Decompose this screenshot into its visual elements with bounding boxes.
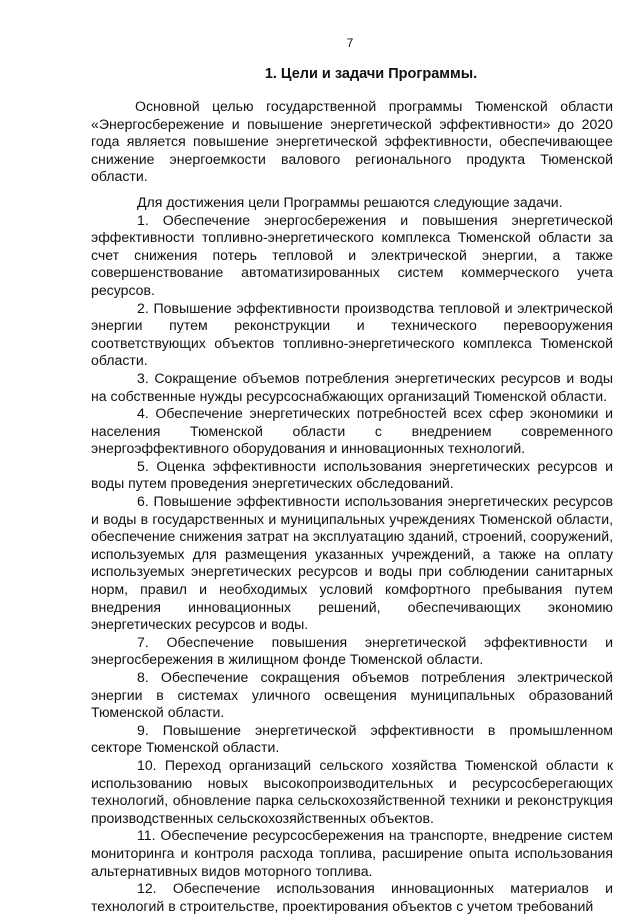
- document-body: [91, 98, 613, 915]
- page-number: 7: [346, 36, 354, 50]
- paragraph-task-6: 6. Повышение эффективности использования энергетических ресурсов и воды в государственных и муниципальных учреждениях Тюменской области, обеспечение снижения затрат на эксплуатацию зданий, строений, сооружений, используемых для размещения указанных учреждений, а также на оплату используемых энергетических ресурсов и воды при соблюдении санитарных норм, правил и необходимых условий комфортного пребывания путем внедрения инновационных решений, обеспечивающих экономию энергетических ресурсов и воды.: [91, 493, 613, 633]
- paragraph-task-12: 12. Обеспечение использования инновационных материалов и технологий в строительстве, проектирования объектов с учетом требований: [91, 880, 613, 914]
- paragraph-tasks-intro: Для достижения цели Программы решаются следующие задачи.: [137, 193, 563, 210]
- paragraph-task-2: 2. Повышение эффективности производства тепловой и электрической энергии путем реконструкции и технического перевооружения соответствующих объектов топливно-энергетического комплекса Тюменской области.: [91, 299, 613, 369]
- paragraph-task-3: 3. Сокращение объемов потребления энергетических ресурсов и воды на собственные нужды ресурсоснабжающих организаций Тюменской области.: [91, 369, 613, 404]
- paragraph-task-4: 4. Обеспечение энергетических потребностей всех сфер экономики и населения Тюменской области с внедрением современного энергоэффективного оборудования и инновационных технологий.: [91, 405, 613, 457]
- paragraph-task-11: 11. Обеспечение ресурсосбережения на транспорте, внедрение систем мониторинга и контроля расхода топлива, расширение опыта использования альтернативных видов моторного топлива.: [91, 827, 613, 879]
- paragraph-task-5: 5. Оценка эффективности использования энергетических ресурсов и воды путем проведения энергетических обследований.: [91, 457, 613, 492]
- section-heading: 1. Цели и задачи Программы.: [264, 66, 478, 82]
- paragraph-task-8: 8. Обеспечение сокращения объемов потребления электрической энергии в системах уличного освещения муниципальных образований Тюменской области.: [91, 669, 613, 721]
- paragraph-task-7: 7. Обеспечение повышения энергетической эффективности и энергосбережения в жилищном фонде Тюменской области.: [91, 633, 613, 668]
- paragraph-main-goal: Основной целью государственной программы Тюменской области «Энергосбережение и повышение энергетической эффективности» до 2020 года является повышение энергетической эффективности, обеспечивающее снижение энергоемкости валового регионального продукта Тюменской области.: [91, 98, 613, 185]
- paragraph-task-9: 9. Повышение энергетической эффективности в промышленном секторе Тюменской области.: [91, 721, 613, 756]
- paragraph-task-1: 1. Обеспечение энергосбережения и повышения энергетической эффективности топливно-энергетического комплекса Тюменской области за счет снижения потерь тепловой и электрической энергии, а также совершенствование автоматизированных систем коммерческого учета ресурсов.: [91, 211, 613, 298]
- paragraph-task-10: 10. Переход организаций сельского хозяйства Тюменской области к использованию новых высокопроизводительных и ресурсосберегающих технологий, обновление парка сельскохозяйственной техники и реконструкция производственных сельскохозяйственных объектов.: [91, 756, 613, 826]
